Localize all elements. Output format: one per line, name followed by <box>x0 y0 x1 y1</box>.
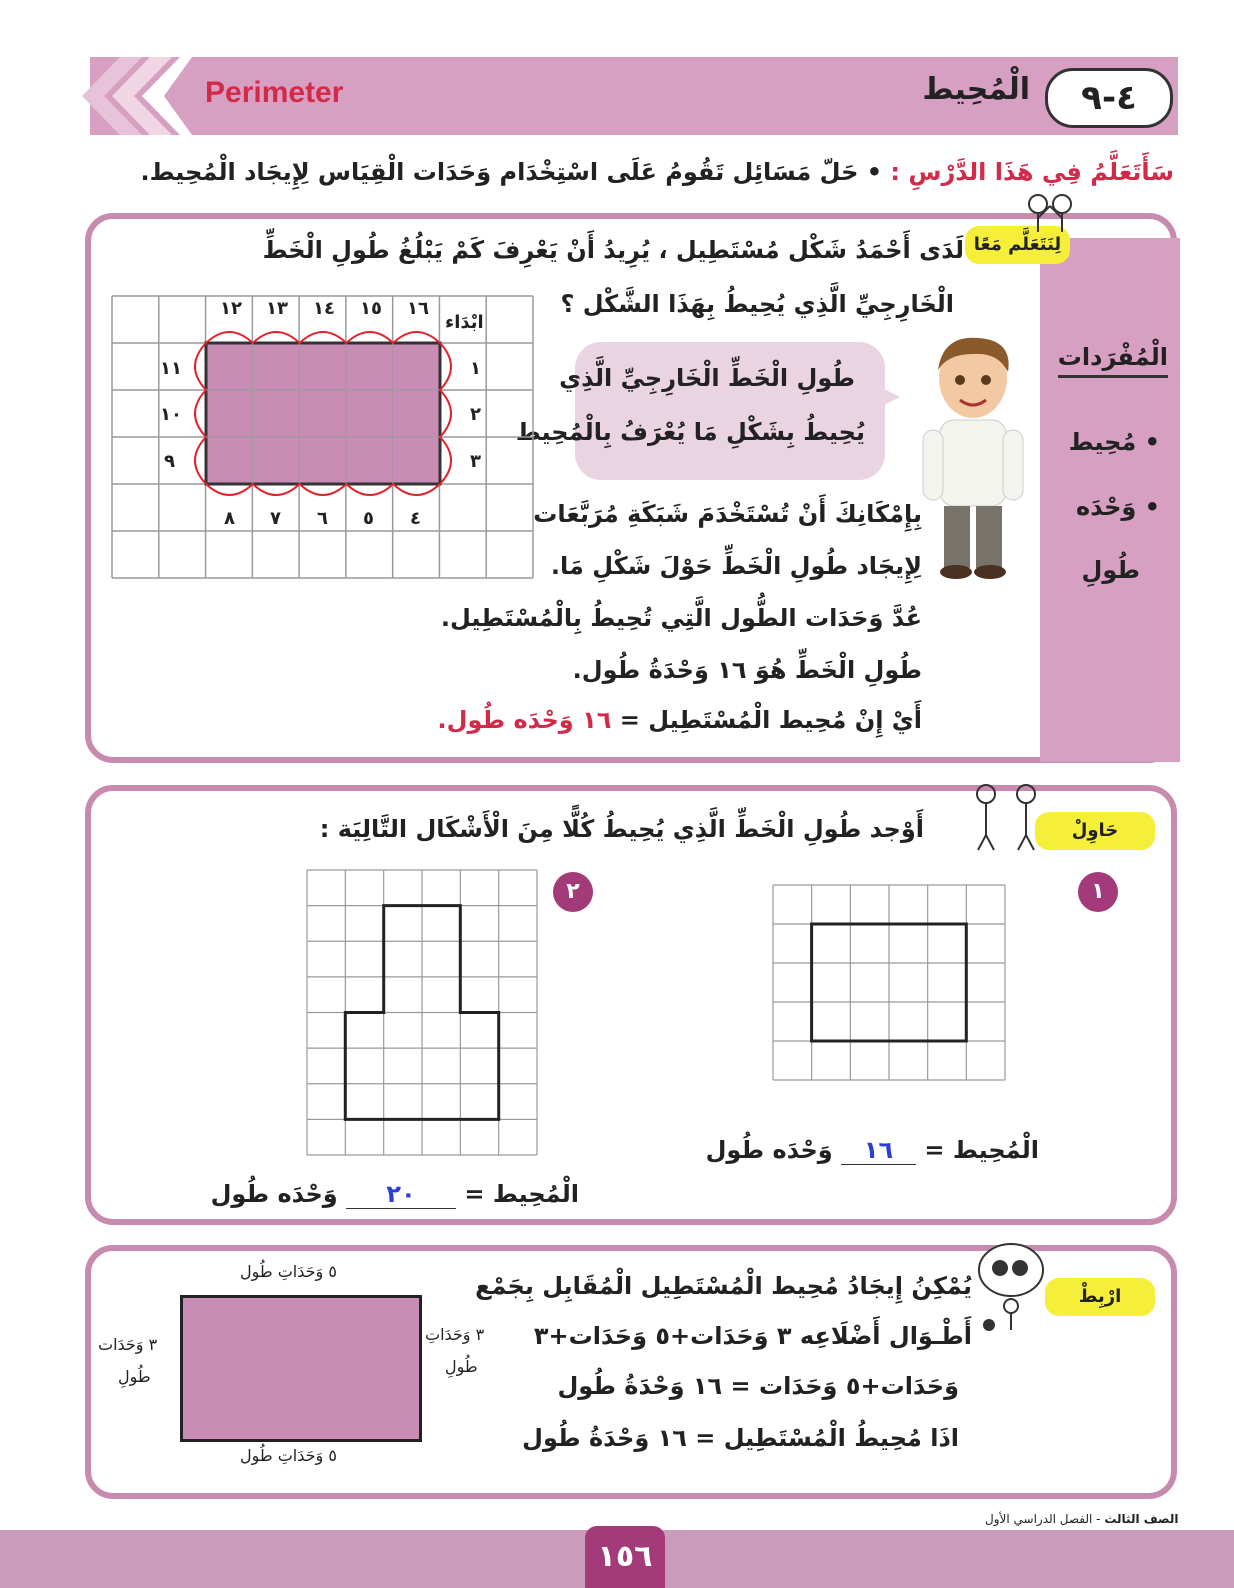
boy-character-image <box>918 330 1028 580</box>
grid-number-right: ٢ <box>470 404 481 425</box>
grid-number-left: ١٠ <box>160 404 182 425</box>
grid-number-top: ١٦ <box>407 298 429 319</box>
problem-1-unit: وَحْدَه طُول <box>705 1136 833 1164</box>
problem-2-label: الْمُحِيط = <box>464 1180 579 1208</box>
problem-2-answer <box>211 1180 579 1209</box>
problem-1-grid <box>773 885 1005 1080</box>
learn-together-tag: لِنَتَعَلَّم مَعًا <box>965 226 1070 264</box>
grid-start-label: ابْدَاء <box>445 312 484 333</box>
lesson-title: الْمُحِيط <box>922 72 1030 107</box>
thinking-gears-icon <box>975 1240 1050 1335</box>
right-side-label-1: ٣ وَحَدَاتِ <box>425 1325 485 1344</box>
kids-cheering-icon <box>1020 192 1080 232</box>
try-instruction: أَوْجد طُولِ الْخَطِّ الَّذِي يُحِيطُ كُلًّا مِنَ الْأَشْكَال التَّالِيَة : <box>319 815 924 843</box>
grid-number-bottom: ٦ <box>317 508 328 529</box>
problem-1-answer <box>706 1136 1039 1165</box>
speech-line-2: يُحِيطُ بِشَكْلِ مَا يُعْرَفُ بِالْمُحِيط <box>515 418 865 446</box>
bottom-side-label: ٥ وَحَدَاتِ طُول <box>240 1446 337 1465</box>
question-line-2: الْخَارِجِيِّ الَّذِي يُحِيطُ بِهَذَا الشَّكْل ؟ <box>560 290 954 318</box>
term-label: - الفصل الدراسي الأول <box>985 1512 1101 1526</box>
rectangle-shape <box>206 343 440 484</box>
grid-number-right: ٣ <box>470 451 481 472</box>
grid-number-top: ١٣ <box>266 298 288 319</box>
grid-number-bottom: ٤ <box>410 508 421 529</box>
conclusion-value: ١٦ وَحْدَه طُول. <box>437 706 612 734</box>
header-chevrons <box>82 57 192 135</box>
problem-1-answer-value: ١٦ <box>841 1136 916 1165</box>
grid-number-top: ١٢ <box>220 298 242 319</box>
connect-rectangle <box>180 1295 422 1442</box>
speech-bubble <box>515 342 885 480</box>
grid-number-bottom: ٧ <box>270 508 281 529</box>
kids-thinking-icon <box>968 780 1048 852</box>
grid-number-top: ١٥ <box>360 298 382 319</box>
connect-line: أَطْـوَال أَضْلَاعِه ٣ وَحَدَات+٥ وَحَدَات+٣ <box>533 1322 972 1350</box>
left-side-label-2: طُولِ <box>118 1367 151 1386</box>
connect-line: اذَا مُحِيطُ الْمُسْتَطِيل = ١٦ وَحْدَةُ طُول <box>522 1424 959 1452</box>
question-line-1: لَدَى أَحْمَدُ شَكْل مُسْتَطِيل ، يُرِيدُ أَنْ يَعْرِفَ كَمْ يَبْلُغُ طُولِ الْخَطِّ <box>262 236 964 264</box>
connect-line: يُمْكِنُ إِيجَادُ مُحِيط الْمُسْتَطِيل الْمُقَابِل بِجَمْع <box>475 1272 972 1300</box>
speech-tail <box>870 382 900 412</box>
grid-number-bottom: ٥ <box>363 508 374 529</box>
grid-number-right: ١ <box>470 358 481 379</box>
page-number: ١٥٦ <box>585 1526 665 1588</box>
grid-number-left: ١١ <box>160 358 182 379</box>
grid-number-bottom: ٨ <box>224 508 235 529</box>
problem-2-answer-value: ٢٠ <box>346 1180 456 1209</box>
problem-2-grid <box>307 870 537 1155</box>
conclusion-prefix: أَيْ إِنْ مُحِيط الْمُسْتَطِيل = <box>619 706 922 734</box>
body-line: عُدَّ وَحَدَات الطُّول الَّتِي تُحِيطُ بِالْمُسْتَطِيل. <box>440 604 922 632</box>
english-title: Perimeter <box>205 76 344 109</box>
problem-1-number: ١ <box>1078 872 1118 912</box>
grid-number-top: ١٤ <box>313 298 335 319</box>
connect-tag: ارْبِطْ <box>1045 1278 1155 1316</box>
lesson-number: ٤-٩ <box>1045 68 1173 128</box>
perimeter-count-grid <box>112 296 536 578</box>
body-line: بِإِمْكَانِكَ أَنْ تُسْتَخْدَمَ شَبَكَةِ مُرَبَّعَات <box>533 500 922 528</box>
problem-1-label: الْمُحِيط = <box>924 1136 1039 1164</box>
right-side-label-2: طُولِ <box>445 1357 478 1376</box>
footer-grade <box>985 1512 1178 1526</box>
problem-2-number: ٢ <box>553 872 593 912</box>
top-side-label: ٥ وَحَدَاتِ طُول <box>240 1262 337 1281</box>
speech-line-1: طُولِ الْخَطِّ الْخَارِجِيِّ الَّذِي <box>559 364 855 392</box>
vocabulary-panel <box>1040 238 1180 762</box>
grid-number-left: ٩ <box>164 451 175 472</box>
vocab-item: • وَحْدَه <box>1076 493 1160 521</box>
connect-line: وَحَدَات+٥ وَحَدَات = ١٦ وَحْدَةُ طُول <box>557 1372 959 1400</box>
conclusion <box>438 706 922 734</box>
body-line: لِإِيجَاد طُولِ الْخَطِّ حَوْلَ شَكْلِ مَا. <box>550 552 922 580</box>
problem-2-unit: وَحْدَه طُول <box>210 1180 338 1208</box>
objective-label: سَأَتَعَلَّمُ فِي هَذَا الدَّرْسِ : <box>890 158 1174 186</box>
grade-label: الصف الثالث <box>1104 1512 1179 1526</box>
vocab-item: • مُحِيط <box>1068 428 1160 456</box>
vocab-item: طُولِ <box>1081 556 1140 584</box>
body-line: طُولِ الْخَطِّ هُوَ ١٦ وَحْدَةُ طُول. <box>572 656 922 684</box>
vocabulary-title: الْمُفْرَدات <box>1058 343 1168 378</box>
objective-text: • حَلّ مَسَائِل تَقُومُ عَلَى اسْتِخْدَام وَحَدَات الْقِيَاس لِإِيجَاد الْمُحِيط. <box>140 158 883 186</box>
lesson-objective <box>140 158 1174 186</box>
try-tag: حَاوِلْ <box>1035 812 1155 850</box>
left-side-label-1: ٣ وَحَدَات <box>98 1335 158 1354</box>
